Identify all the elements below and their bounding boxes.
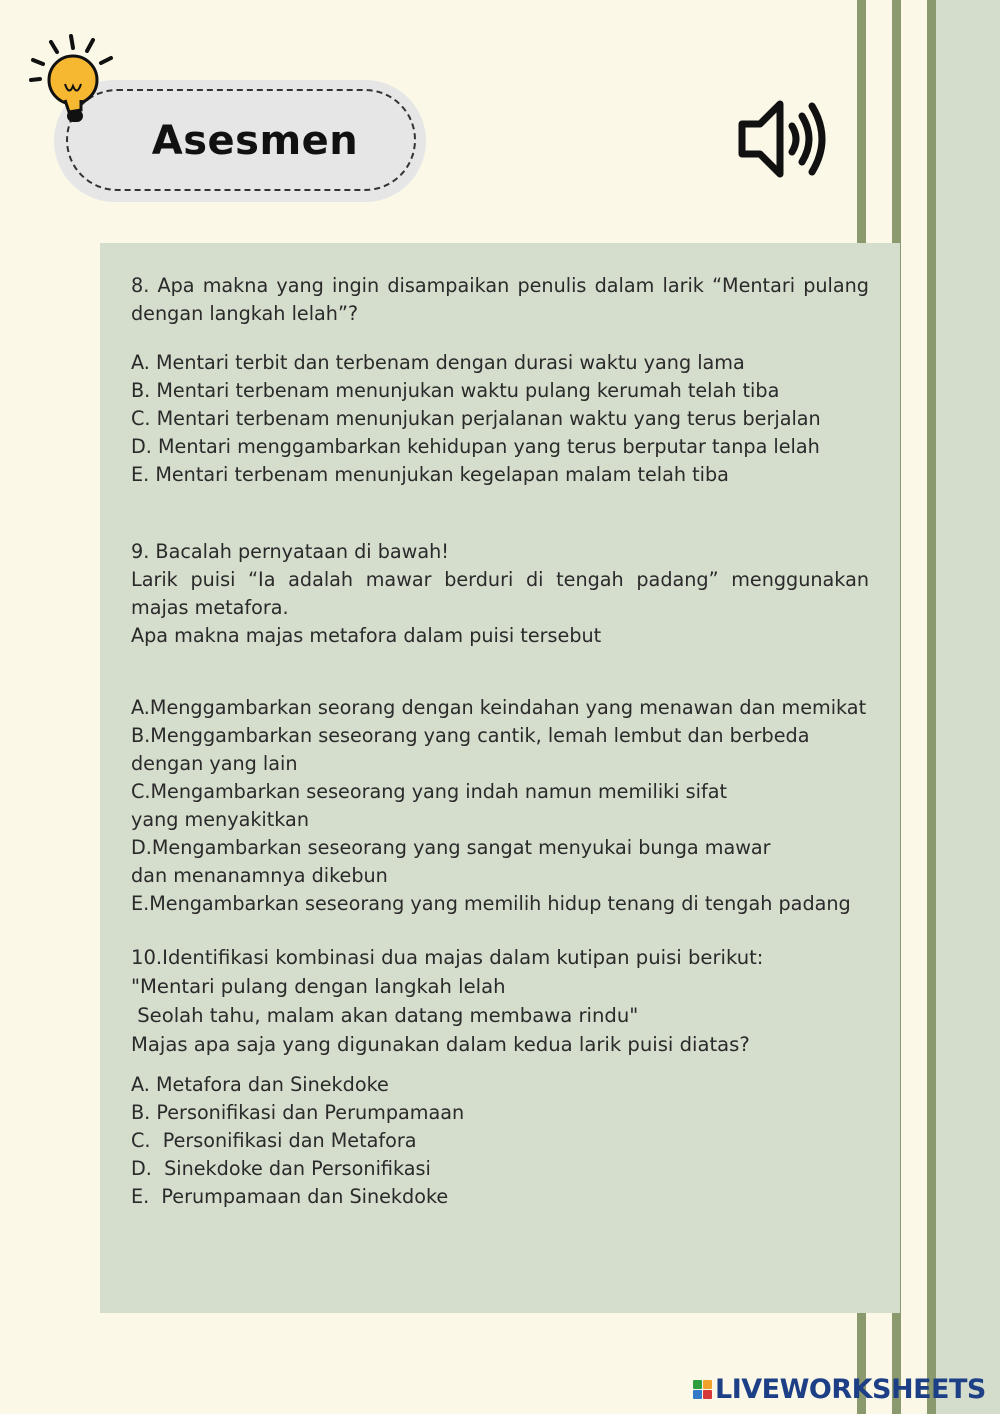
- question-9-option-c[interactable]: C.Mengambarkan seseorang yang indah namun memiliki sifat yang menyakitkan: [131, 780, 728, 831]
- question-10-options: [131, 1071, 869, 1211]
- liveworksheets-logo[interactable]: [693, 1372, 986, 1406]
- logo-square-e: [703, 1390, 712, 1399]
- question-8-option-d[interactable]: D. Mentari menggambarkan kehidupan yang terus berputar tanpa lelah: [131, 435, 820, 458]
- light-bulb-icon: [25, 30, 120, 135]
- question-8-text: 8. Apa makna yang ingin disampaikan penulis dalam larik “Mentari pulang dengan langkah lelah”?: [131, 274, 869, 325]
- question-10-option-e[interactable]: E. Perumpamaan dan Sinekdoke: [131, 1185, 449, 1208]
- question-9-option-e[interactable]: E.Mengambarkan seseorang yang memilih hidup tenang di tengah padang: [131, 892, 851, 915]
- question-10-quote-line-2: Seolah tahu, malam akan datang membawa rindu": [131, 1004, 639, 1027]
- logo-square-i: [703, 1380, 712, 1389]
- question-10-intro: 10.Identifikasi kombinasi dua majas dalam kutipan puisi berikut:: [131, 946, 764, 969]
- question-9-option-a[interactable]: A.Menggambarkan seorang dengan keindahan yang menawan dan memikat: [131, 696, 867, 719]
- question-8-option-b[interactable]: B. Mentari terbenam menunjukan waktu pulang kerumah telah tiba: [131, 379, 780, 402]
- question-10-option-b[interactable]: B. Personifikasi dan Perumpamaan: [131, 1101, 465, 1124]
- question-9-options: [131, 694, 871, 918]
- question-9-intro: 9. Bacalah pernyataan di bawah!: [131, 540, 449, 563]
- speaker-volume-icon[interactable]: [736, 96, 836, 182]
- liveworksheets-logo-icon: [693, 1380, 712, 1399]
- question-10-option-a[interactable]: A. Metafora dan Sinekdoke: [131, 1073, 389, 1096]
- question-8-option-c[interactable]: C. Mentari terbenam menunjukan perjalanan waktu yang terus berjalan: [131, 407, 821, 430]
- page-title: Asesmen: [151, 118, 359, 164]
- logo-square-l: [693, 1380, 702, 1389]
- liveworksheets-brand-text: LIVEWORKSHEETS: [715, 1373, 986, 1405]
- question-9-prompt: Apa makna majas metafora dalam puisi tersebut: [131, 624, 602, 647]
- logo-square-v: [693, 1390, 702, 1399]
- question-8-options: [131, 349, 869, 489]
- question-10-prompt: Majas apa saja yang digunakan dalam kedua larik puisi diatas?: [131, 1033, 750, 1056]
- question-8-option-a[interactable]: A. Mentari terbit dan terbenam dengan durasi waktu yang lama: [131, 351, 745, 374]
- question-10-option-d[interactable]: D. Sinekdoke dan Personifikasi: [131, 1157, 431, 1180]
- decor-stripe-wide: [936, 0, 1000, 1414]
- question-9-option-b[interactable]: B.Menggambarkan seseorang yang cantik, lemah lembut dan berbeda dengan yang lain: [131, 724, 810, 775]
- question-10-option-c[interactable]: C. Personifikasi dan Metafora: [131, 1129, 417, 1152]
- decor-stripe-3: [927, 0, 936, 1414]
- question-10-quote-line-1: "Mentari pulang dengan langkah lelah: [131, 975, 506, 998]
- question-9-statement: Larik puisi “Ia adalah mawar berduri di tengah padang” menggunakan majas metafora.: [131, 568, 869, 619]
- question-9: [131, 538, 869, 650]
- question-10: [131, 943, 869, 1059]
- question-8-option-e[interactable]: E. Mentari terbenam menunjukan kegelapan malam telah tiba: [131, 463, 729, 486]
- question-9-option-d[interactable]: D.Mengambarkan seseorang yang sangat menyukai bunga mawar dan menanamnya dikebun: [131, 836, 771, 887]
- question-content: [131, 272, 869, 1211]
